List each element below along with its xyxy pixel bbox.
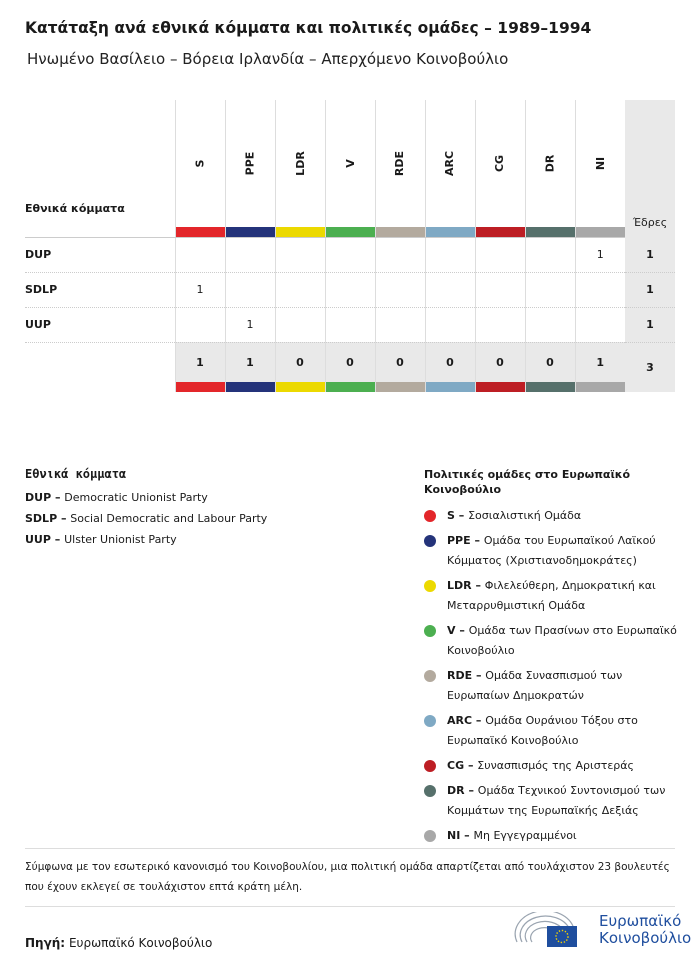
seat-cell bbox=[325, 307, 375, 342]
group-color-bar bbox=[525, 227, 575, 237]
page-subtitle: Ηνωμένο Βασίλειο – Βόρεια Ιρλανδία – Απερχόμενο Κοινοβούλιο bbox=[27, 50, 509, 68]
color-dot-icon bbox=[424, 785, 436, 797]
legend-item: RDE – Ομάδα Συνασπισμού των Ευρωπαίων Δημοκρατών bbox=[424, 666, 684, 706]
group-header-dr: DR bbox=[525, 100, 575, 227]
page-title: Κατάταξη ανά εθνικά κόμματα και πολιτικές ομάδες – 1989–1994 bbox=[25, 19, 592, 37]
national-parties-legend bbox=[25, 467, 267, 554]
legend-item: DUP – Democratic Unionist Party bbox=[25, 491, 208, 504]
legend-item: S – Σοσιαλιστική Ομάδα bbox=[424, 506, 684, 526]
group-header-ppe: PPE bbox=[225, 100, 275, 227]
legend-item: PPE – Ομάδα του Ευρωπαϊκού Λαϊκού Κόμματος (Χριστιανοδημοκράτες) bbox=[424, 531, 684, 571]
legend-title: Εθνικά κόμματα bbox=[25, 467, 127, 481]
seat-cell: 1 bbox=[575, 237, 625, 272]
row-total: 1 bbox=[625, 307, 675, 342]
group-total: 1 bbox=[225, 342, 275, 382]
group-color-bar bbox=[275, 227, 325, 237]
seat-cell bbox=[175, 307, 225, 342]
european-parliament-logo: Ευρωπαϊκό Κοινοβούλιο bbox=[513, 912, 691, 948]
seat-cell: 1 bbox=[175, 272, 225, 307]
row-header: Εθνικά κόμματα bbox=[25, 202, 125, 215]
color-dot-icon bbox=[424, 670, 436, 682]
group-color-bar bbox=[275, 382, 325, 392]
seat-cell bbox=[425, 307, 475, 342]
group-header-cg: CG bbox=[475, 100, 525, 227]
seat-cell bbox=[475, 307, 525, 342]
group-color-bar bbox=[325, 227, 375, 237]
group-color-bar bbox=[425, 227, 475, 237]
group-header-s: S bbox=[175, 100, 225, 227]
seat-cell bbox=[475, 272, 525, 307]
table-row bbox=[25, 272, 675, 307]
seat-cell bbox=[475, 237, 525, 272]
seat-cell bbox=[225, 237, 275, 272]
group-color-bar bbox=[525, 382, 575, 392]
legend-item: UUP – Ulster Unionist Party bbox=[25, 533, 177, 546]
seats-header: Έδρες bbox=[625, 100, 675, 237]
group-color-bar bbox=[375, 227, 425, 237]
color-dot-icon bbox=[424, 830, 436, 842]
grand-total: 3 bbox=[625, 342, 675, 392]
footnote: Σύμφωνα με τον εσωτερικό κανονισμό του Κοινοβουλίου, μια πολιτική ομάδα απαρτίζεται από τουλάχιστον 23 βουλευτές που έχουν εκλεγεί σε τουλάχιστον επτά κράτη μέλη. bbox=[25, 848, 675, 907]
seat-cell bbox=[575, 272, 625, 307]
group-color-bar bbox=[575, 382, 625, 392]
group-color-bar bbox=[225, 227, 275, 237]
color-dot-icon bbox=[424, 535, 436, 547]
table-row bbox=[25, 237, 675, 272]
seat-cell bbox=[275, 237, 325, 272]
seat-cell bbox=[275, 272, 325, 307]
legend-item: ARC – Ομάδα Ουράνιου Τόξου στο Ευρωπαϊκό Κοινοβούλιο bbox=[424, 711, 684, 751]
group-total: 0 bbox=[325, 342, 375, 382]
table-row bbox=[25, 307, 675, 342]
seat-cell bbox=[525, 237, 575, 272]
seat-cell bbox=[525, 272, 575, 307]
legend-title: Πολιτικές ομάδες στο Ευρωπαϊκό Κοινοβούλιο bbox=[424, 468, 631, 496]
group-total: 0 bbox=[475, 342, 525, 382]
source: Πηγή: Ευρωπαϊκό Κοινοβούλιο bbox=[25, 936, 213, 950]
seat-cell: 1 bbox=[225, 307, 275, 342]
legend-item: LDR – Φιλελεύθερη, Δημοκρατική και Μεταρρυθμιστική Ομάδα bbox=[424, 576, 684, 616]
seat-cell bbox=[425, 272, 475, 307]
seat-cell bbox=[225, 272, 275, 307]
group-header-ni: NI bbox=[575, 100, 625, 227]
group-color-bar bbox=[225, 382, 275, 392]
seat-cell bbox=[275, 307, 325, 342]
seat-cell bbox=[575, 307, 625, 342]
row-total: 1 bbox=[625, 237, 675, 272]
legend-item: DR – Ομάδα Τεχνικού Συντονισμού των Κομμάτων της Ευρωπαϊκής Δεξιάς bbox=[424, 781, 684, 821]
color-dot-icon bbox=[424, 510, 436, 522]
group-color-bar bbox=[175, 382, 225, 392]
color-dot-icon bbox=[424, 625, 436, 637]
group-header-v: V bbox=[325, 100, 375, 227]
seat-cell bbox=[375, 237, 425, 272]
group-header-arc: ARC bbox=[425, 100, 475, 227]
party-code: UUP bbox=[25, 307, 175, 342]
color-dot-icon bbox=[424, 580, 436, 592]
seats-table bbox=[25, 100, 675, 392]
legend-item: V – Ομάδα των Πρασίνων στο Ευρωπαϊκό Κοινοβούλιο bbox=[424, 621, 684, 661]
group-header-ldr: LDR bbox=[275, 100, 325, 227]
group-color-bar bbox=[475, 382, 525, 392]
legend-item: CG – Συνασπισμός της Αριστεράς bbox=[424, 756, 684, 776]
row-total: 1 bbox=[625, 272, 675, 307]
totals-row bbox=[25, 342, 675, 382]
group-color-bar bbox=[425, 382, 475, 392]
political-groups-legend bbox=[424, 467, 684, 851]
color-dot-icon bbox=[424, 715, 436, 727]
hemicycle-flag-icon bbox=[513, 912, 591, 948]
seat-cell bbox=[325, 272, 375, 307]
party-code: SDLP bbox=[25, 272, 175, 307]
group-color-bar bbox=[325, 382, 375, 392]
party-code: DUP bbox=[25, 237, 175, 272]
legend-item: NI – Μη Εγγεγραμμένοι bbox=[424, 826, 684, 846]
group-total: 0 bbox=[425, 342, 475, 382]
group-color-bar bbox=[575, 227, 625, 237]
color-dot-icon bbox=[424, 760, 436, 772]
seat-cell bbox=[425, 237, 475, 272]
group-color-bar bbox=[175, 227, 225, 237]
group-total: 0 bbox=[525, 342, 575, 382]
seat-cell bbox=[375, 307, 425, 342]
group-total: 0 bbox=[375, 342, 425, 382]
group-color-bar bbox=[375, 382, 425, 392]
seat-cell bbox=[175, 237, 225, 272]
group-total: 1 bbox=[575, 342, 625, 382]
seat-cell bbox=[525, 307, 575, 342]
seat-cell bbox=[325, 237, 375, 272]
group-total: 1 bbox=[175, 342, 225, 382]
legend-item: SDLP – Social Democratic and Labour Party bbox=[25, 512, 268, 525]
group-header-rde: RDE bbox=[375, 100, 425, 227]
seat-cell bbox=[375, 272, 425, 307]
group-total: 0 bbox=[275, 342, 325, 382]
group-color-bar bbox=[475, 227, 525, 237]
